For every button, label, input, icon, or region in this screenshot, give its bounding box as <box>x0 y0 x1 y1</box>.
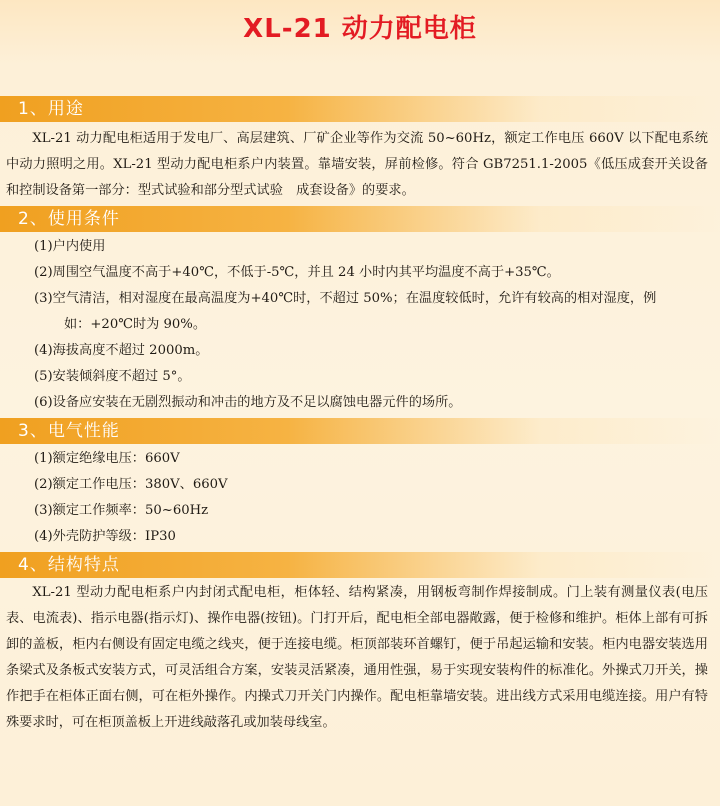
condition-item-5: (5)安装倾斜度不超过 5°。 <box>34 369 191 384</box>
condition-item-6: (6)设备应安装在无剧烈振动和冲击的地方及不足以腐蚀电器元件的场所。 <box>34 395 462 410</box>
section-usage <box>0 96 720 204</box>
section-conditions <box>0 206 720 416</box>
page-title: XL-21 动力配电柜 <box>243 14 477 44</box>
section-heading-electrical: 3、电气性能 <box>0 418 720 444</box>
usage-paragraph: XL-21 动力配电柜适用于发电厂、高层建筑、厂矿企业等作为交流 50~60Hz，额定工作电压 660V 以下配电系统中动力照明之用。XL-21 型动力配电柜系户内装置。靠墙安装，屏前检修。符合 GB7251.1-2005《低压成套开关设备和控制设备第一部分：型式试验和部分型式试验 成套设备》的要求。 <box>6 131 708 198</box>
section-electrical <box>0 418 720 550</box>
condition-item-3: (3)空气清洁，相对湿度在最高温度为+40℃时，不超过 50%；在温度较低时，允许有较高的相对湿度，例 <box>34 291 657 306</box>
section-heading-conditions: 2、使用条件 <box>0 206 720 232</box>
condition-item-1: (1)户内使用 <box>34 239 106 254</box>
electrical-item-2: (2)额定工作电压：380V、660V <box>34 477 228 492</box>
structure-paragraph: XL-21 型动力配电柜系户内封闭式配电柜，柜体轻、结构紧凑，用钢板弯制作焊接制成。门上装有测量仪表(电压表、电流表)、指示电器(指示灯)、操作电器(按钮)。门打开后，配电柜全部电器敞露，便于检修和维护。柜体上部有可拆卸的盖板，柜内右侧设有固定电缆之线夹，便于连接电缆。柜顶部装环首螺钉，便于吊起运输和安装。柜内电器安装选用条梁式及条板式安装方式，可灵活组合方案，安装灵活紧凑，通用性强，易于实现安装构件的标准化。外操式刀开关，操作把手在柜体正面右侧，可在柜外操作。内操式刀开关门内操作。配电柜靠墙安装。进出线方式采用电缆连接。用户有特殊要求时，可在柜顶盖板上开进线敲落孔或加装母线室。 <box>6 585 708 730</box>
condition-item-2: (2)周围空气温度不高于+40℃，不低于-5℃，并且 24 小时内其平均温度不高于+35℃。 <box>34 265 560 280</box>
electrical-item-4: (4)外壳防护等级：IP30 <box>34 529 176 544</box>
condition-item-3-continuation: 如：+20℃时为 90%。 <box>64 317 207 332</box>
section-heading-usage: 1、用途 <box>0 96 720 122</box>
electrical-item-1: (1)额定绝缘电压：660V <box>34 451 180 466</box>
electrical-item-3: (3)额定工作频率：50~60Hz <box>34 503 209 518</box>
section-heading-structure: 4、结构特点 <box>0 552 720 578</box>
section-structure <box>0 552 720 736</box>
condition-item-4: (4)海拔高度不超过 2000m。 <box>34 343 209 358</box>
